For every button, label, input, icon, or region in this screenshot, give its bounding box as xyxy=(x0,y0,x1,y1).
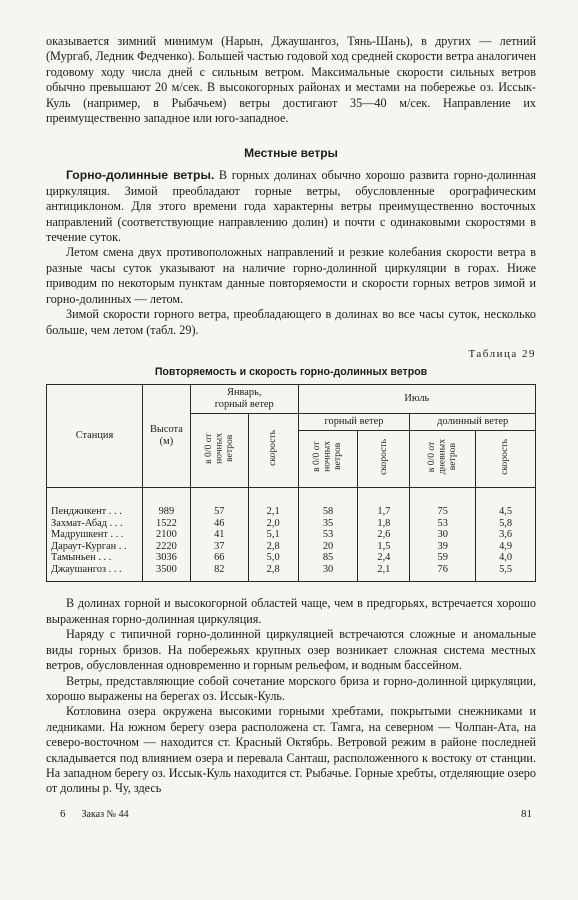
header-jan-speed xyxy=(248,413,298,487)
header-v-pct-text: в 0/0 от дневных ветров xyxy=(425,439,458,475)
cell-m-speed: 2,6 xyxy=(358,529,410,541)
cell-v-speed: 3,6 xyxy=(476,529,536,541)
order-number: Заказ № 44 xyxy=(81,809,129,820)
cell-m-pct: 85 xyxy=(298,552,358,564)
cell-jan-pct: 82 xyxy=(190,564,248,582)
cell-jan-speed: 2,0 xyxy=(248,518,298,530)
header-v-speed-text: скорость xyxy=(499,438,511,475)
wind-table xyxy=(46,384,536,583)
cell-v-pct: 76 xyxy=(410,564,476,582)
cell-m-speed: 2,1 xyxy=(358,564,410,582)
cell-jan-pct: 57 xyxy=(190,487,248,517)
after-paragraph-1: В долинах горной и высокогорной областей чаще, чем в предгорьях, встречается хорошо выраженная горно-долинная циркуляция. xyxy=(46,596,536,626)
header-valley-wind: долинный ветер xyxy=(410,413,536,430)
cell-station: Захмат-Абад . . . xyxy=(47,518,143,530)
cell-jan-speed: 2,8 xyxy=(248,564,298,582)
cell-m-pct: 35 xyxy=(298,518,358,530)
after-paragraph-2: Наряду с типичной горно-долинной циркуляцией встречаются сложные и аномальные виды горных бризов. На побережьях крупных озер возникает сложная система местных ветров, обусловленная одновременно и горным рельефом, и водным бассейном. xyxy=(46,627,536,673)
cell-height: 2220 xyxy=(142,541,190,553)
header-v-speed xyxy=(476,430,536,487)
header-m-speed-text: скорость xyxy=(377,438,389,475)
cell-station: Дараут-Курган . . xyxy=(47,541,143,553)
header-july: Июль xyxy=(298,384,535,413)
section-paragraph-1 xyxy=(46,168,536,245)
header-jan-speed-text: скорость xyxy=(266,430,278,467)
cell-v-pct: 39 xyxy=(410,541,476,553)
cell-v-pct: 30 xyxy=(410,529,476,541)
table-row xyxy=(47,541,536,553)
cell-station: Мадрушкент . . . xyxy=(47,529,143,541)
header-january: Январь, горный ветер xyxy=(190,384,298,413)
cell-v-speed: 4,9 xyxy=(476,541,536,553)
table-row xyxy=(47,552,536,564)
cell-height: 3500 xyxy=(142,564,190,582)
cell-height: 1522 xyxy=(142,518,190,530)
section-paragraph-2: Летом смена двух противоположных направлений и резкие колебания скорости ветра в разные часы суток указывают на наличие горно-долинной циркуляции в горах. Ниже приводим по некоторым пунктам данные повторяемости и скорости горных ветров зимой и горно-долинных — летом. xyxy=(46,245,536,306)
intro-paragraph: оказывается зимний минимум (Нарын, Джаушангоз, Тянь-Шань), в других — летний (Мургаб, Ледник Федченко). Большей частью годовой ход средней скорости ветра аналогичен годовому ходу числа дней с сильным ветром. Максимальные скорости сильных ветров обычно превышают 20 м/сек. В высокогорных районах и местами на побережье оз. Иссык-Куль (например, в Рыбачьем) ветры достигают 35—40 м/сек. Направление их преимущественно западное или юго-западное. xyxy=(46,34,536,126)
section-title: Местные ветры xyxy=(244,146,338,161)
runin-heading: Горно-долинные ветры. xyxy=(66,168,215,183)
table-number: Таблица 29 xyxy=(468,347,536,360)
cell-jan-speed: 5,1 xyxy=(248,529,298,541)
cell-m-speed: 1,8 xyxy=(358,518,410,530)
cell-v-speed: 4,0 xyxy=(476,552,536,564)
cell-station: Тамыньен . . . xyxy=(47,552,143,564)
table-row xyxy=(47,487,536,517)
header-station: Станция xyxy=(47,384,143,487)
after-paragraph-4: Котловина озера окружена высокими горными хребтами, покрытыми снежниками и ледниками. На южном берегу озера расположена ст. Тамга, на северном — Чолпан-Ата, на северо-восточном — находится ст. Красный Октябрь. Ветровой режим в районе последней складывается под влиянием озера и перевала Санташ, расположенного к востоку от станции. На западном берегу оз. Иссык-Куль находится ст. Рыбачье. Горные хребты, отделяющие озеро от долины р. Чу, здесь xyxy=(46,704,536,796)
cell-v-speed: 5,5 xyxy=(476,564,536,582)
table-title: Повторяемость и скорость горно-долинных ветров xyxy=(154,365,428,378)
signature-mark: 6 xyxy=(60,808,66,820)
cell-v-pct: 53 xyxy=(410,518,476,530)
cell-m-pct: 20 xyxy=(298,541,358,553)
cell-m-pct: 30 xyxy=(298,564,358,582)
cell-m-pct: 58 xyxy=(298,487,358,517)
cell-m-pct: 53 xyxy=(298,529,358,541)
table-row xyxy=(47,529,536,541)
cell-jan-pct: 41 xyxy=(190,529,248,541)
after-paragraph-3: Ветры, представляющие собой сочетание морского бриза и горно-долинной циркуляции, хорошо выражены на берегах оз. Иссык-Куль. xyxy=(46,673,536,703)
cell-jan-pct: 66 xyxy=(190,552,248,564)
header-m-pct-text: в 0/0 от ночных ветров xyxy=(311,441,344,473)
cell-station: Джаушангоз . . . xyxy=(47,564,143,582)
cell-v-speed: 4,5 xyxy=(476,487,536,517)
section-paragraph-3: Зимой скорости горного ветра, преобладающего в долинах во все часы суток, несколько больше, чем летом (табл. 29). xyxy=(46,307,536,337)
cell-m-speed: 2,4 xyxy=(358,552,410,564)
header-jan-pct-text: в 0/0 от ночных ветров xyxy=(202,432,235,464)
header-jan-pct xyxy=(190,413,248,487)
header-m-speed xyxy=(358,430,410,487)
page-content xyxy=(46,34,536,797)
cell-m-speed: 1,5 xyxy=(358,541,410,553)
cell-v-pct: 75 xyxy=(410,487,476,517)
cell-jan-pct: 46 xyxy=(190,518,248,530)
header-v-pct xyxy=(410,430,476,487)
cell-height: 3036 xyxy=(142,552,190,564)
cell-jan-speed: 2,1 xyxy=(248,487,298,517)
cell-jan-speed: 2,8 xyxy=(248,541,298,553)
cell-m-speed: 1,7 xyxy=(358,487,410,517)
header-m-pct xyxy=(298,430,358,487)
cell-station: Пенджикент . . . xyxy=(47,487,143,517)
cell-height: 2100 xyxy=(142,529,190,541)
cell-v-pct: 59 xyxy=(410,552,476,564)
section-paragraph-1-text: В горных долинах обычно хорошо развита горно-долинная циркуляция. Зимой преобладают горные ветры, обусловленные орографическим антициклоном. Для этого времени года характерны ветры преимущественно восточных направлений (соответствующие направлению долин) и почти с одинаковыми скоростями в течение суток. xyxy=(46,168,536,245)
header-mountain-wind: горный ветер xyxy=(298,413,410,430)
table-row xyxy=(47,564,536,582)
table-row xyxy=(47,518,536,530)
page-number: 81 xyxy=(521,808,532,820)
cell-jan-pct: 37 xyxy=(190,541,248,553)
footer-left xyxy=(60,808,129,820)
header-height: Высота (м) xyxy=(142,384,190,487)
cell-height: 989 xyxy=(142,487,190,517)
cell-jan-speed: 5,0 xyxy=(248,552,298,564)
cell-v-speed: 5,8 xyxy=(476,518,536,530)
